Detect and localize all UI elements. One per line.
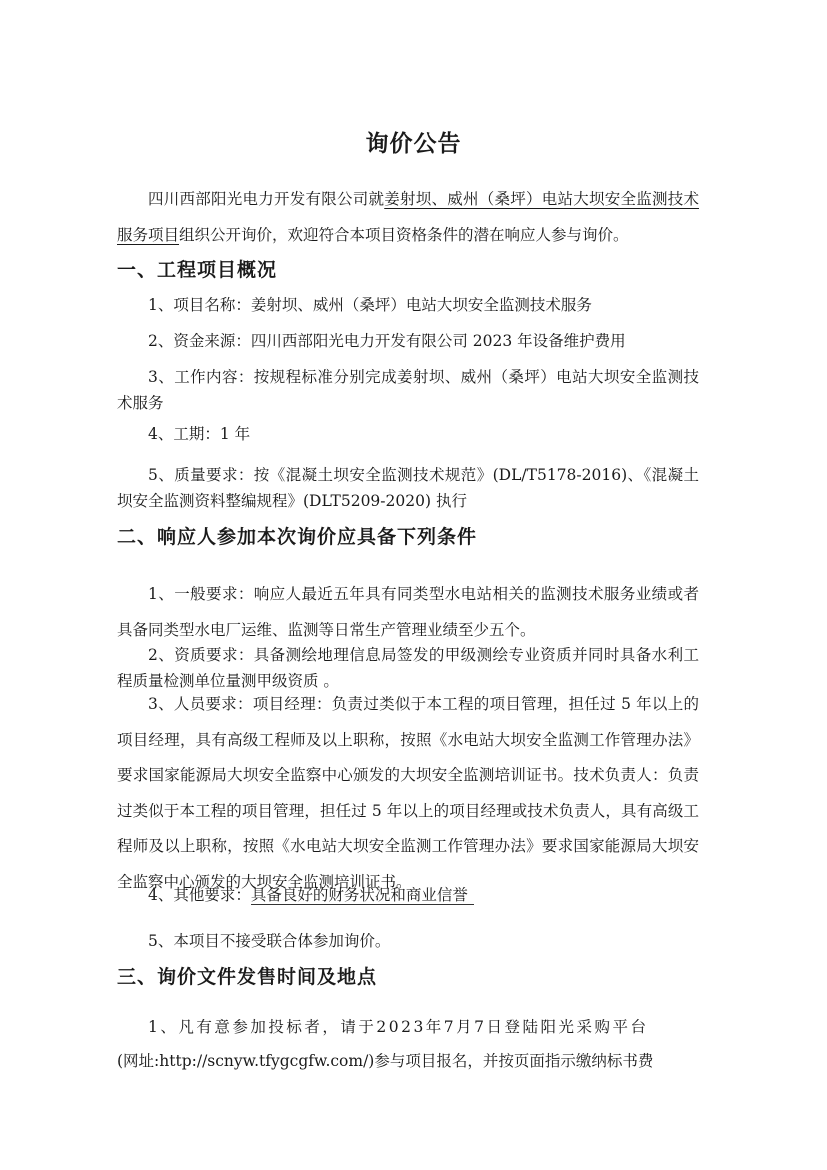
intro-prefix: 四川西部阳光电力开发有限公司就 [148, 190, 385, 208]
section1-item: 4、工期：1 年 [148, 425, 251, 443]
item4-value: 具备良好的财务状况和商业信誉 [251, 886, 474, 905]
section3-item1-line1: 1、凡有意参加投标者，请于2023年7月7日登陆阳光采购平台 [148, 1018, 649, 1036]
section2-item: 1、一般要求：响应人最近五年具有同类型水电站相关的监测技术服务业绩或者具备同类型水电厂运维、监测等日常生产管理业绩至少五个。 [117, 585, 699, 639]
section1-heading: 一、工程项目概况 [117, 259, 278, 281]
section1-item: 5、质量要求：按《混凝土坝安全监测技术规范》(DL/T5178-2016)、《混凝土坝安全监测资料整编规程》(DLT5209-2020) 执行 [117, 466, 699, 510]
section2-item5: 5、本项目不接受联合体参加询价。 [148, 932, 391, 950]
section2-heading: 二、响应人参加本次询价应具备下列条件 [117, 526, 478, 548]
section3-item1-line2: (网址:http://scnyw.tfygcgfw.com/)参与项目报名，并按页面指示缴纳标书费 [117, 1052, 654, 1070]
section1-item: 3、工作内容：按规程标准分别完成姜射坝、威州（桑坪）电站大坝安全监测技术服务 [117, 368, 699, 412]
section3-heading: 三、询价文件发售时间及地点 [117, 966, 378, 988]
section1-item: 1、项目名称：姜射坝、威州（桑坪）电站大坝安全监测技术服务 [148, 296, 592, 314]
section2-item: 2、资质要求：具备测绘地理信息局签发的甲级测绘专业资质并同时具备水利工程质量检测单位量测甲级资质 。 [117, 646, 699, 690]
page-title: 询价公告 [365, 131, 462, 157]
section2-item4 [117, 882, 699, 908]
section2-item: 3、人员要求：项目经理：负责过类似于本工程的项目管理，担任过 5 年以上的项目经理，具有高级工程师及以上职称，按照《水电站大坝安全监测工作管理办法》要求国家能源局大坝安全监察中心颁发的大坝安全监测培训证书。技术负责人：负责过类似于本工程的项目管理，担任过 5 年以上的项目经理或技术负责人，具有高级工程师及以上职称，按照《水电站大坝安全监测工作管理办法》要求国家能源局大坝安全监察中心颁发的大坝安全监测培训证书。 [117, 695, 699, 891]
section1-item: 2、资金来源：四川西部阳光电力开发有限公司 2023 年设备维护费用 [148, 332, 626, 350]
intro-suffix: 组织公开询价，欢迎符合本项目资格条件的潜在响应人参与询价。 [179, 225, 629, 244]
intro-paragraph [117, 182, 699, 253]
intro-project-name: 姜射坝、威州（桑坪）电站大坝安全监测技术服务项目 [117, 190, 699, 244]
item4-label: 4、其他要求： [148, 886, 251, 904]
